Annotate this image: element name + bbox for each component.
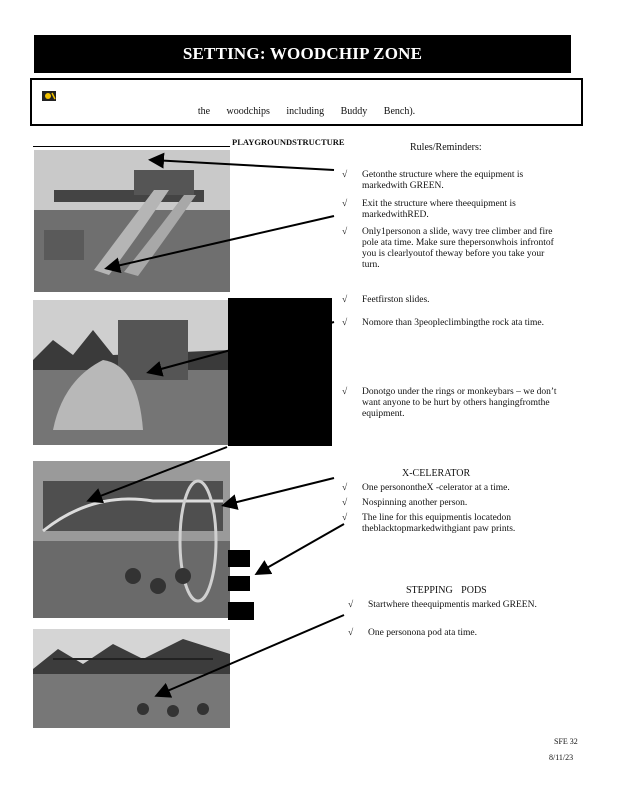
- x-celerator-item: √ Nospinning another person.: [342, 498, 468, 508]
- check-icon: √: [342, 387, 348, 397]
- check-icon: √: [342, 318, 348, 328]
- arrow-line: [225, 478, 334, 505]
- stepping-pods-item: √ Startwhere theequipmentis marked GREEN.: [348, 600, 537, 610]
- check-icon: √: [348, 600, 354, 610]
- arrow-line: [152, 160, 334, 170]
- rules-heading: Rules/Reminders:: [410, 142, 482, 153]
- arrow-line: [150, 322, 334, 372]
- rule-item: √ Getonthe structure where the equipment is markedwith GREEN.: [342, 170, 524, 191]
- x-celerator-item: √ The line for this equipmentis locatedon theblacktopmarkedwithgiant paw prints.: [342, 513, 516, 534]
- x-celerator-heading: X-CELERATOR: [402, 468, 471, 479]
- arrow-line: [108, 216, 334, 268]
- rule-item: √ Feetfirston slides.: [342, 295, 430, 305]
- check-icon: √: [342, 170, 348, 180]
- structure-label: PLAYGROUNDSTRUCTURE: [232, 137, 345, 147]
- arrow-line: [258, 524, 344, 573]
- notice-text: the woodchips including Buddy Bench).: [197, 106, 416, 117]
- check-icon: √: [342, 483, 348, 493]
- check-icon: √: [342, 227, 348, 237]
- stepping-pods-item: √ One personona pod ata time.: [348, 628, 477, 638]
- check-icon: √: [342, 295, 348, 305]
- arrow-line: [158, 615, 344, 695]
- stepping-pods-heading: STEPPING PODS: [406, 585, 487, 596]
- arrow-line: [90, 447, 227, 500]
- rule-item: √ Only1personon a slide, wavy tree climber and fire pole ata time. Make sure thepersonwhois infrontof you is clearlyoutof theway before you take your turn.: [342, 227, 554, 270]
- rule-item: √ Donotgo under the rings or monkeybars – we don’t want anyone to be hurt by others hangingfromthe equipment.: [342, 387, 557, 419]
- page-date: 8/11/23: [549, 753, 574, 762]
- x-celerator-item: √ One personontheX -celerator at a time.: [342, 483, 510, 493]
- page-number: SFE 32: [554, 737, 578, 746]
- page-title: SETTING: WOODCHIP ZONE: [182, 44, 423, 63]
- check-icon: √: [348, 628, 354, 638]
- rule-item: √ Exit the structure where theequipment is markedwithRED.: [342, 199, 516, 220]
- check-icon: √: [342, 199, 348, 209]
- rule-item: √ Nomore than 3peopleclimbingthe rock ata time.: [342, 318, 545, 328]
- check-icon: √: [342, 498, 348, 508]
- check-icon: √: [342, 513, 348, 523]
